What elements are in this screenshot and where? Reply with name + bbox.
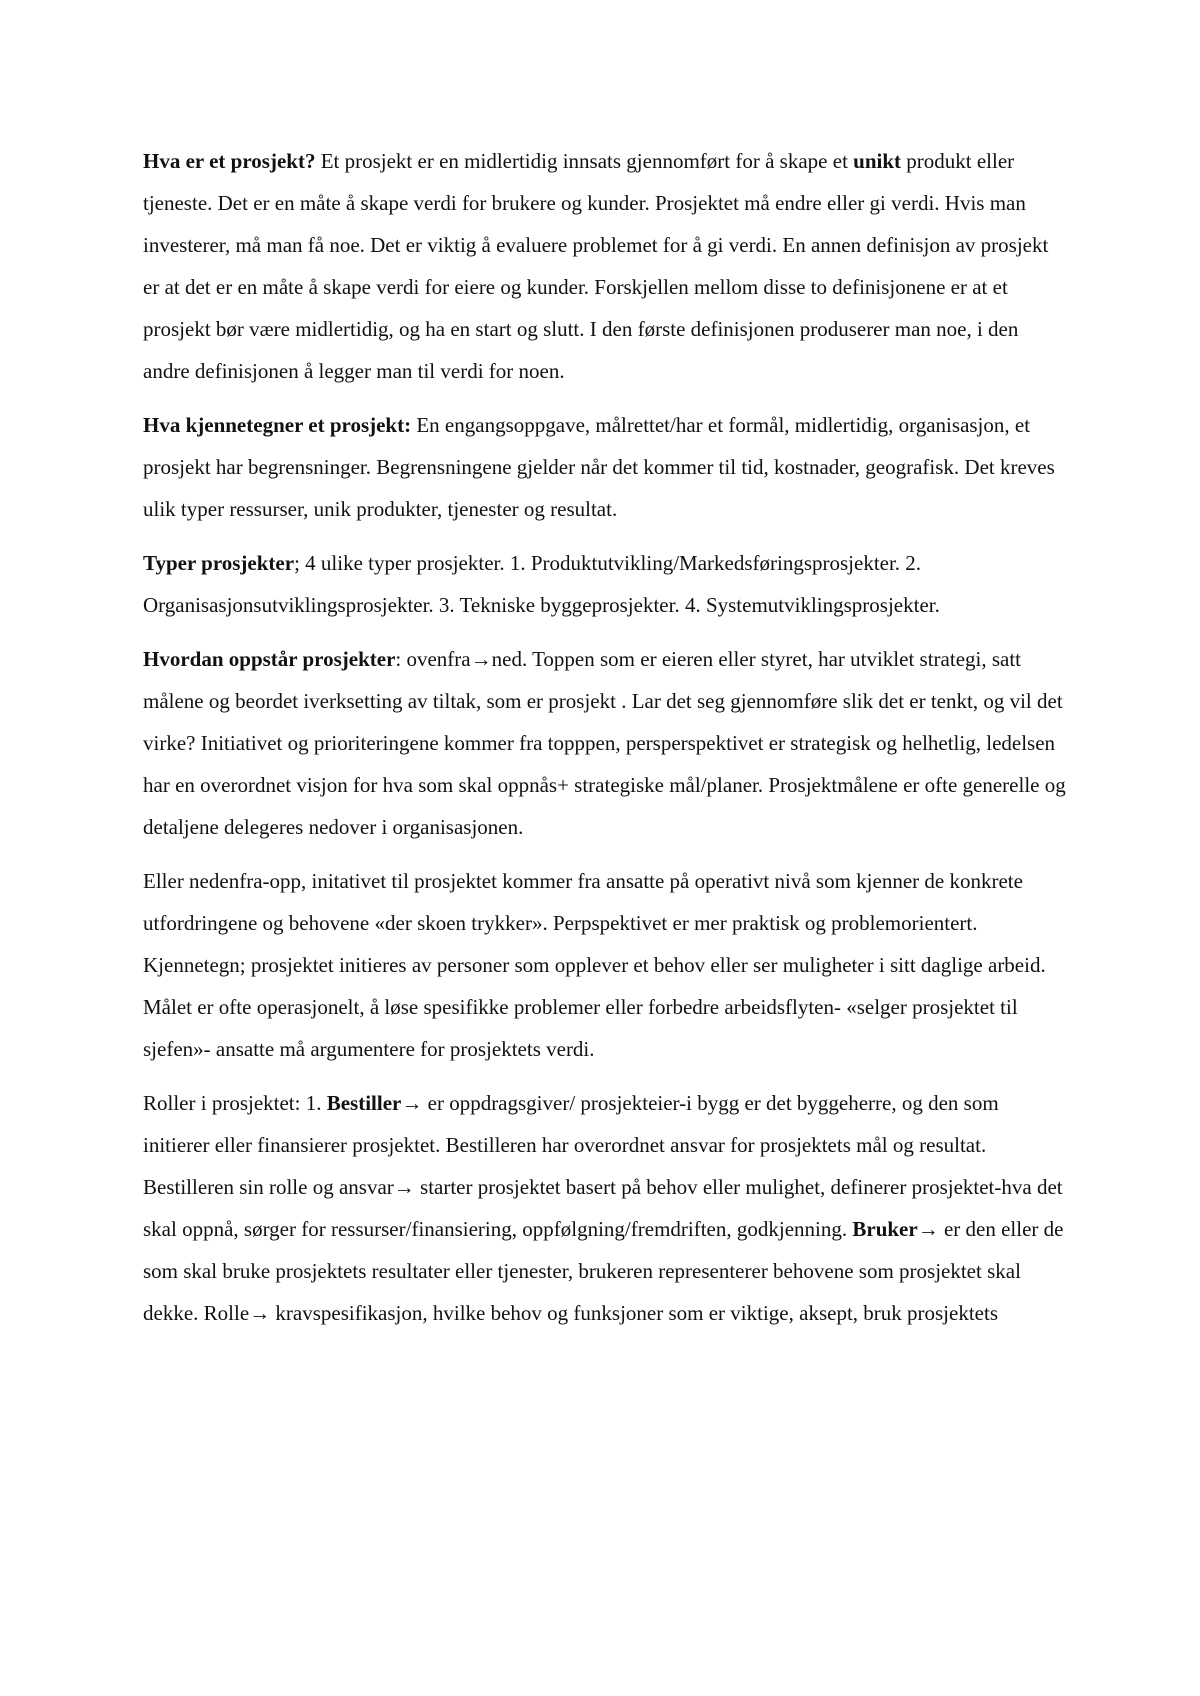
text: starter prosjektet basert på behov eller mulighet, definerer prosjektet-hva det skal oppnå, sørger for ressurser/finansiering, oppfølgning/fremdriften, godkjenning.: [143, 1175, 1063, 1241]
text: ned. Toppen som er eieren eller styret, har utviklet strategi, satt målene og beordet iverksetting av tiltak, som er prosjekt . Lar det seg gjennomføre slik det er tenkt, og vil det virke? Initiativet og prioriteringene kommer fra topppen, persperspektivet er strategisk og helhetlig, ledelsen har en overordnet visjon for hva som skal oppnås+ strategiske mål/planer. Prosjektmålene er ofte generelle og detaljene delegeres nedover i organisasjonen.: [143, 647, 1066, 839]
heading-how-projects-arise: Hvordan oppstår prosjekter: [143, 647, 396, 671]
text: Roller i prosjektet: 1.: [143, 1091, 327, 1115]
text: ; 4 ulike typer prosjekter. 1. Produktutvikling/Markedsføringsprosjekter. 2. Organisasjonsutviklingsprosjekter. 3. Tekniske byggeprosjekter. 4. Systemutviklingsprosjekter.: [143, 551, 940, 617]
heading-project-types: Typer prosjekter: [143, 551, 295, 575]
arrow-icon: →: [393, 1175, 415, 1199]
text: : ovenfra: [395, 647, 471, 671]
text: kravspesifikasjon, hvilke behov og funksjoner som er viktige, aksept, bruk prosjektets: [270, 1301, 999, 1325]
paragraph-what-is-project: [143, 140, 1068, 392]
text: er oppdragsgiver/ prosjekteier-i bygg er det byggeherre, og den som initierer eller finansierer prosjektet. Bestilleren har overordnet ansvar for prosjektets mål og resultat. Bestilleren sin rolle og ansvar: [143, 1091, 999, 1199]
bold-word-bestiller: Bestiller: [326, 1091, 402, 1115]
document-body: [143, 140, 1068, 1346]
arrow-icon: →: [249, 1301, 271, 1325]
paragraph-project-roles: [143, 1082, 1068, 1334]
paragraph-how-projects-arise: [143, 638, 1068, 848]
paragraph-project-types: [143, 542, 1068, 626]
text: Et prosjekt er en midlertidig innsats gjennomført for å skape et: [315, 149, 854, 173]
arrow-icon: →: [401, 1091, 423, 1115]
paragraph-project-characteristics: [143, 404, 1068, 530]
paragraph-bottom-up: [143, 860, 1068, 1070]
bold-word-unikt: unikt: [853, 149, 902, 173]
heading-what-is-project: Hva er et prosjekt?: [143, 149, 316, 173]
heading-project-characteristics: Hva kjennetegner et prosjekt:: [143, 413, 412, 437]
bold-word-bruker: Bruker: [852, 1217, 918, 1241]
text: Eller nedenfra-opp, initativet til prosjektet kommer fra ansatte på operativt nivå som kjenner de konkrete utfordringene og behovene «der skoen trykker». Perpspektivet er mer praktisk og problemorientert. Kjennetegn; prosjektet initieres av personer som opplever et behov eller ser muligheter i sitt daglige arbeid. Målet er ofte operasjonelt, å løse spesifikke problemer eller forbedre arbeidsflyten- «selger prosjektet til sjefen»- ansatte må argumentere for prosjektets verdi.: [143, 869, 1046, 1061]
text: er den eller de som skal bruke prosjektets resultater eller tjenester, brukeren representerer behovene som prosjektet skal dekke. Rolle: [143, 1217, 1064, 1325]
arrow-icon: →: [470, 647, 492, 671]
arrow-icon: →: [917, 1217, 939, 1241]
text: produkt eller tjeneste. Det er en måte å skape verdi for brukere og kunder. Prosjektet må endre eller gi verdi. Hvis man investerer, må man få noe. Det er viktig å evaluere problemet for å gi verdi. En annen definisjon av prosjekt er at det er en måte å skape verdi for eiere og kunder. Forskjellen mellom disse to definisjonene er at et prosjekt bør være midlertidig, og ha en start og slutt. I den første definisjonen produserer man noe, i den andre definisjonen å legger man til verdi for noen.: [143, 149, 1049, 383]
text: En engangsoppgave, målrettet/har et formål, midlertidig, organisasjon, et prosjekt har begrensninger. Begrensningene gjelder når det kommer til tid, kostnader, geografisk. Det kreves ulik typer ressurser, unik produkter, tjenester og resultat.: [143, 413, 1055, 521]
